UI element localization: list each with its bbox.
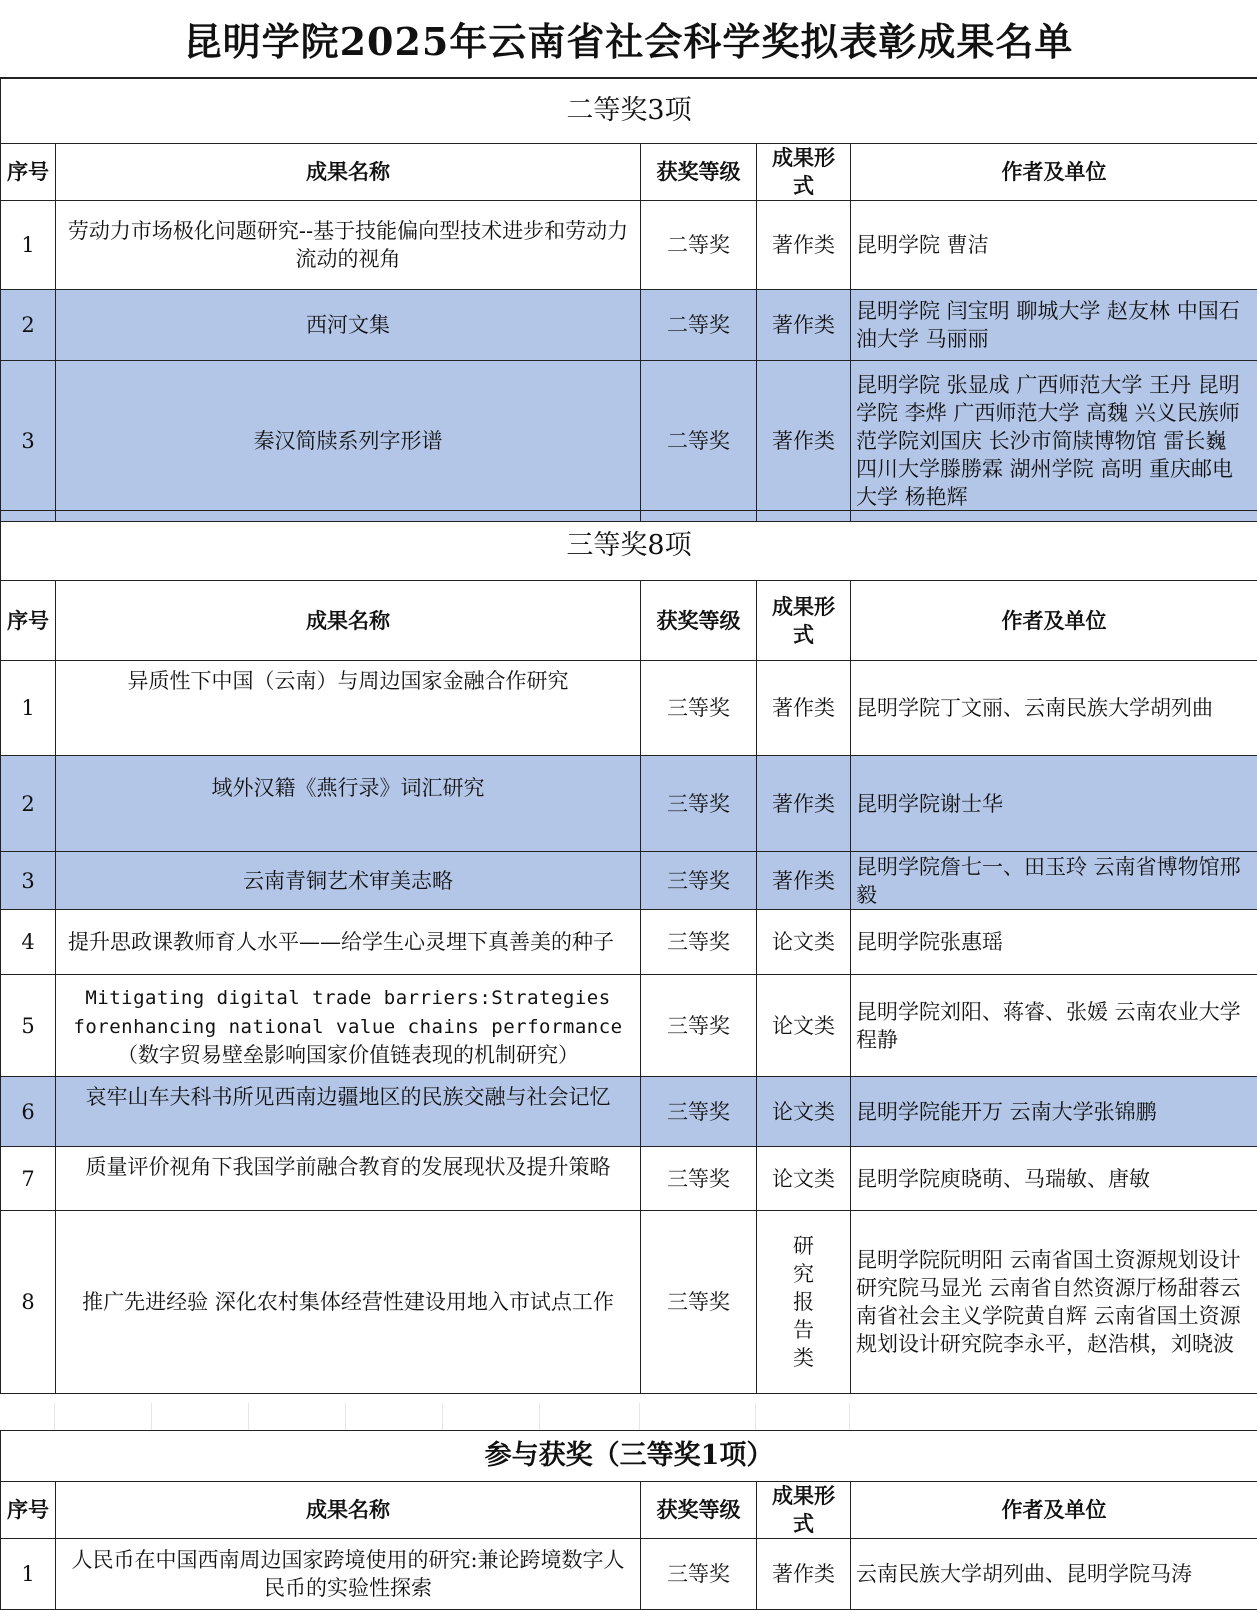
- row-no: 1: [1, 661, 56, 756]
- row-form: 著作类: [757, 661, 851, 756]
- row-form: 论文类: [757, 975, 851, 1077]
- header-name: 成果名称: [56, 1482, 641, 1539]
- row-no: 3: [1, 852, 56, 910]
- row-name: 异质性下中国（云南）与周边国家金融合作研究: [56, 661, 641, 756]
- row-name: 人民币在中国西南周边国家跨境使用的研究:兼论跨境数字人民币的实验性探索: [56, 1539, 641, 1610]
- row-level: 三等奖: [641, 910, 757, 975]
- table-row: [1, 910, 1257, 975]
- row-no: 7: [1, 1147, 56, 1211]
- section-heading: 三等奖8项: [1, 511, 1257, 581]
- row-form: 论文类: [757, 910, 851, 975]
- header-no: 序号: [1, 1482, 56, 1539]
- row-no: 1: [1, 1539, 56, 1610]
- row-name: 推广先进经验 深化农村集体经营性建设用地入市试点工作: [56, 1211, 641, 1394]
- second-prize-table: [0, 78, 1257, 522]
- row-no: 3: [1, 361, 56, 522]
- row-name-english: Mitigating digital trade barriers:Strategies forenhancing national value chains performance: [73, 987, 622, 1038]
- row-name-chinese: （数字贸易壁垒影响国家价值链表现的机制研究）: [117, 1043, 579, 1067]
- row-level: 二等奖: [641, 361, 757, 522]
- row-name: 哀牢山车夫科书所见西南边疆地区的民族交融与社会记忆: [56, 1077, 641, 1147]
- header-name: 成果名称: [56, 144, 641, 201]
- table-row: [1, 290, 1257, 361]
- row-author: 昆明学院阮明阳 云南省国土资源规划设计研究院马显光 云南省自然资源厅杨甜蓉云南省社会主义学院黄自辉 云南省国土资源规划设计研究院李永平，赵浩棋，刘晓波: [851, 1211, 1257, 1394]
- participate-table: [0, 1430, 1257, 1610]
- row-author: 昆明学院丁文丽、云南民族大学胡列曲: [851, 661, 1257, 756]
- row-name: 劳动力市场极化问题研究--基于技能偏向型技术进步和劳动力流动的视角: [56, 201, 641, 290]
- row-level: 三等奖: [641, 756, 757, 852]
- table-row: [1, 852, 1257, 910]
- row-author: 昆明学院 闫宝明 聊城大学 赵友林 中国石油大学 马丽丽: [851, 290, 1257, 361]
- section-heading: 二等奖3项: [1, 79, 1257, 144]
- row-name: [56, 975, 641, 1077]
- row-author: 云南民族大学胡列曲、昆明学院马涛: [851, 1539, 1257, 1610]
- row-level: 三等奖: [641, 661, 757, 756]
- table-row: [1, 201, 1257, 290]
- header-level: 获奖等级: [641, 1482, 757, 1539]
- row-author: 昆明学院能开万 云南大学张锦鹏: [851, 1077, 1257, 1147]
- header-name: 成果名称: [56, 581, 641, 661]
- row-level: 三等奖: [641, 1147, 757, 1211]
- row-form: 论文类: [757, 1077, 851, 1147]
- table-row: [1, 661, 1257, 756]
- row-no: 6: [1, 1077, 56, 1147]
- row-name: 质量评价视角下我国学前融合教育的发展现状及提升策略: [56, 1147, 641, 1211]
- third-prize-table: [0, 510, 1257, 1394]
- row-author: 昆明学院 曹洁: [851, 201, 1257, 290]
- header-author: 作者及单位: [851, 1482, 1257, 1539]
- table-row: [1, 975, 1257, 1077]
- row-no: 1: [1, 201, 56, 290]
- row-level: 三等奖: [641, 1077, 757, 1147]
- row-level: 三等奖: [641, 1211, 757, 1394]
- row-no: 2: [1, 756, 56, 852]
- row-author: 昆明学院谢士华: [851, 756, 1257, 852]
- row-no: 8: [1, 1211, 56, 1394]
- row-form: 论文类: [757, 1147, 851, 1211]
- header-form: 成果形式: [757, 144, 851, 201]
- row-level: 三等奖: [641, 1539, 757, 1610]
- row-level: 二等奖: [641, 290, 757, 361]
- row-form: 著作类: [757, 361, 851, 522]
- table-row: [1, 756, 1257, 852]
- page-title: 昆明学院2025年云南省社会科学奖拟表彰成果名单: [0, 0, 1257, 78]
- row-form: 著作类: [757, 1539, 851, 1610]
- row-form: 著作类: [757, 756, 851, 852]
- row-name: 提升思政课教师育人水平——给学生心灵埋下真善美的种子: [56, 910, 641, 975]
- row-no: 4: [1, 910, 56, 975]
- row-form: 著作类: [757, 290, 851, 361]
- row-author: 昆明学院刘阳、蒋睿、张媛 云南农业大学程静: [851, 975, 1257, 1077]
- table-row: [1, 361, 1257, 522]
- header-author: 作者及单位: [851, 144, 1257, 201]
- row-author: 昆明学院张惠瑶: [851, 910, 1257, 975]
- row-no: 2: [1, 290, 56, 361]
- row-author: 昆明学院庾晓萌、马瑞敏、唐敏: [851, 1147, 1257, 1211]
- empty-grid-row: [0, 1403, 1257, 1430]
- header-form: 成果形式: [757, 581, 851, 661]
- row-level: 二等奖: [641, 201, 757, 290]
- row-form: 著作类: [757, 852, 851, 910]
- header-level: 获奖等级: [641, 144, 757, 201]
- row-name: 域外汉籍《燕行录》词汇研究: [56, 756, 641, 852]
- row-level: 三等奖: [641, 975, 757, 1077]
- header-author: 作者及单位: [851, 581, 1257, 661]
- row-form: 著作类: [757, 201, 851, 290]
- row-author: 昆明学院 张显成 广西师范大学 王丹 昆明学院 李烨 广西师范大学 高魏 兴义民族师范学院刘国庆 长沙市简牍博物馆 雷长巍 四川大学滕勝霖 湖州学院 高明 重庆邮电大学 杨艳辉: [851, 361, 1257, 522]
- row-name: 秦汉简牍系列字形谱: [56, 361, 641, 522]
- table-row: [1, 1077, 1257, 1147]
- header-no: 序号: [1, 581, 56, 661]
- row-level: 三等奖: [641, 852, 757, 910]
- header-no: 序号: [1, 144, 56, 201]
- row-form: 研究报告类: [757, 1211, 851, 1394]
- row-name: 西河文集: [56, 290, 641, 361]
- header-form: 成果形式: [757, 1482, 851, 1539]
- table-row: [1, 1211, 1257, 1394]
- row-author: 昆明学院詹七一、田玉玲 云南省博物馆邢毅: [851, 852, 1257, 910]
- table-row: [1, 1147, 1257, 1211]
- row-no: 5: [1, 975, 56, 1077]
- row-name: 云南青铜艺术审美志略: [56, 852, 641, 910]
- header-level: 获奖等级: [641, 581, 757, 661]
- section-heading: 参与获奖（三等奖1项）: [1, 1431, 1257, 1482]
